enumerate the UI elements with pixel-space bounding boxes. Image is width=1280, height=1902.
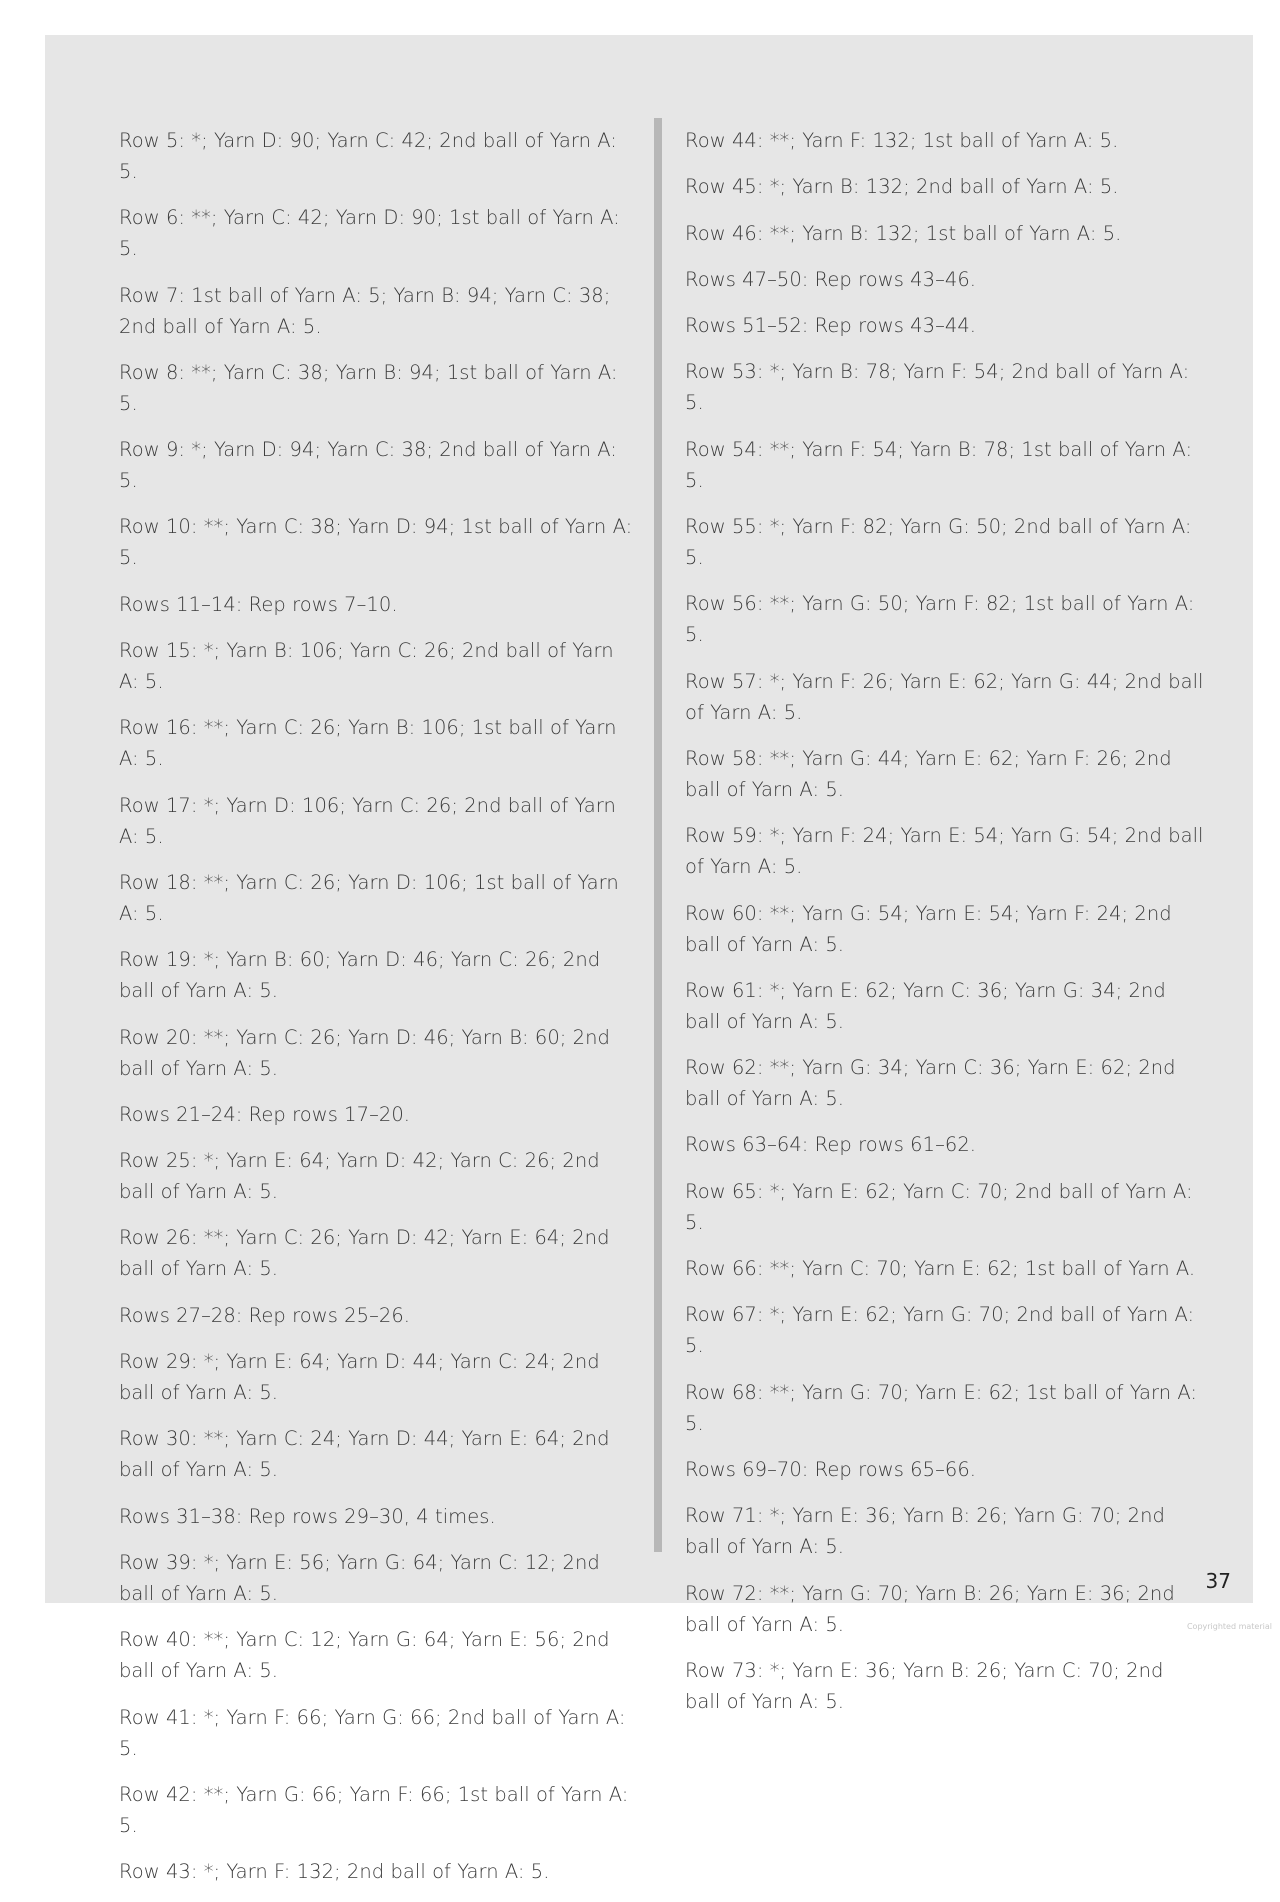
pattern-row: Row 44: **; Yarn F: 132; 1st ball of Yarn A: 5. [685,129,1119,152]
pattern-row: Row 55: *; Yarn F: 82; Yarn G: 50; 2nd ball of Yarn A: 5. [685,515,1192,570]
pattern-row: Rows 31–38: Rep rows 29–30, 4 times. [119,1504,496,1528]
pattern-row: Row 16: **; Yarn C: 26; Yarn B: 106; 1st ball of Yarn A: 5. [119,716,617,771]
pattern-row: Row 30: **; Yarn C: 24; Yarn D: 44; Yarn E: 64; 2nd ball of Yarn A: 5. [119,1427,610,1482]
pattern-row: Row 17: *; Yarn D: 106; Yarn C: 26; 2nd ball of Yarn A: 5. [119,793,616,848]
pattern-row: Row 56: **; Yarn G: 50; Yarn F: 82; 1st ball of Yarn A: 5. [685,592,1195,647]
page-number: 37 [1205,1569,1231,1593]
pattern-row: Rows 27–28: Rep rows 25–26. [119,1303,411,1327]
pattern-row: Row 46: **; Yarn B: 132; 1st ball of Yarn A: 5. [685,221,1122,245]
pattern-row: Row 15: *; Yarn B: 106; Yarn C: 26; 2nd ball of Yarn A: 5. [119,639,614,694]
pattern-row: Rows 11–14: Rep rows 7–10. [119,592,398,616]
pattern-row: Row 25: *; Yarn E: 64; Yarn D: 42; Yarn C: 26; 2nd ball of Yarn A: 5. [119,1149,600,1204]
pattern-row: Row 43: *; Yarn F: 132; 2nd ball of Yarn A: 5. [119,1860,550,1884]
pattern-row: Row 18: **; Yarn C: 26; Yarn D: 106; 1st ball of Yarn A: 5. [119,870,619,925]
pattern-row: Row 61: *; Yarn E: 62; Yarn C: 36; Yarn G: 34; 2nd ball of Yarn A: 5. [685,978,1166,1033]
pattern-row: Row 67: *; Yarn E: 62; Yarn G: 70; 2nd ball of Yarn A: 5. [685,1303,1195,1358]
pattern-row: Row 8: **; Yarn C: 38; Yarn B: 94; 1st ball of Yarn A: 5. [119,360,618,415]
pattern-row: Row 62: **; Yarn G: 34; Yarn C: 36; Yarn E: 62; 2nd ball of Yarn A: 5. [685,1056,1176,1111]
pattern-row: Row 54: **; Yarn F: 54; Yarn B: 78; 1st ball of Yarn A: 5. [685,437,1193,492]
pattern-row: Rows 21–24: Rep rows 17–20. [119,1102,411,1126]
pattern-row: Row 10: **; Yarn C: 38; Yarn D: 94; 1st ball of Yarn A: 5. [119,515,633,570]
pattern-row: Row 58: **; Yarn G: 44; Yarn E: 62; Yarn F: 26; 2nd ball of Yarn A: 5. [685,746,1172,801]
pattern-row: Row 65: *; Yarn E: 62; Yarn C: 70; 2nd ball of Yarn A: 5. [685,1179,1193,1234]
pattern-row: Row 57: *; Yarn F: 26; Yarn E: 62; Yarn G: 44; 2nd ball of Yarn A: 5. [685,669,1204,724]
copyright-note: Copyrighted material [1186,1622,1272,1631]
column-divider [654,118,662,1552]
pattern-row: Row 20: **; Yarn C: 26; Yarn D: 46; Yarn B: 60; 2nd ball of Yarn A: 5. [119,1025,610,1080]
pattern-row: Row 73: *; Yarn E: 36; Yarn B: 26; Yarn C: 70; 2nd ball of Yarn A: 5. [685,1658,1164,1713]
pattern-row: Row 71: *; Yarn E: 36; Yarn B: 26; Yarn G: 70; 2nd ball of Yarn A: 5. [685,1504,1165,1559]
pattern-row: Row 68: **; Yarn G: 70; Yarn E: 62; 1st ball of Yarn A: 5. [685,1380,1198,1435]
pattern-row: Row 60: **; Yarn G: 54; Yarn E: 54; Yarn F: 24; 2nd ball of Yarn A: 5. [685,901,1172,956]
right-column [685,125,1205,1732]
pattern-row: Rows 47–50: Rep rows 43–46. [685,267,977,291]
pattern-row: Row 7: 1st ball of Yarn A: 5; Yarn B: 94; Yarn C: 38; 2nd ball of Yarn A: 5. [119,283,611,338]
pattern-row: Row 19: *; Yarn B: 60; Yarn D: 46; Yarn C: 26; 2nd ball of Yarn A: 5. [119,948,601,1003]
pattern-row: Row 26: **; Yarn C: 26; Yarn D: 42; Yarn E: 64; 2nd ball of Yarn A: 5. [119,1226,610,1281]
pattern-row: Rows 51–52: Rep rows 43–44. [685,314,977,338]
pattern-row: Row 42: **; Yarn G: 66; Yarn F: 66; 1st ball of Yarn A: 5. [119,1782,629,1837]
pattern-row: Row 59: *; Yarn F: 24; Yarn E: 54; Yarn G: 54; 2nd ball of Yarn A: 5. [685,824,1204,879]
pattern-row: Row 72: **; Yarn G: 70; Yarn B: 26; Yarn E: 36; 2nd ball of Yarn A: 5. [685,1581,1175,1636]
pattern-row: Row 40: **; Yarn C: 12; Yarn G: 64; Yarn E: 56; 2nd ball of Yarn A: 5. [119,1628,610,1683]
pattern-row: Rows 63–64: Rep rows 61–62. [685,1133,977,1157]
pattern-row: Row 6: **; Yarn C: 42; Yarn D: 90; 1st ball of Yarn A: 5. [119,206,620,261]
pattern-row: Row 29: *; Yarn E: 64; Yarn D: 44; Yarn C: 24; 2nd ball of Yarn A: 5. [119,1350,600,1405]
pattern-row: Row 53: *; Yarn B: 78; Yarn F: 54; 2nd ball of Yarn A: 5. [685,360,1190,415]
pattern-row: Row 41: *; Yarn F: 66; Yarn G: 66; 2nd ball of Yarn A: 5. [119,1705,626,1760]
pattern-row: Row 5: *; Yarn D: 90; Yarn C: 42; 2nd ball of Yarn A: 5. [119,129,617,183]
pattern-row: Rows 69–70: Rep rows 65–66. [685,1457,977,1481]
pattern-row: Row 9: *; Yarn D: 94; Yarn C: 38; 2nd ball of Yarn A: 5. [119,438,617,493]
left-column [119,125,639,1902]
pattern-row: Row 45: *; Yarn B: 132; 2nd ball of Yarn A: 5. [685,175,1119,199]
pattern-row: Row 66: **; Yarn C: 70; Yarn E: 62; 1st ball of Yarn A. [685,1257,1196,1281]
pattern-row: Row 39: *; Yarn E: 56; Yarn G: 64; Yarn C: 12; 2nd ball of Yarn A: 5. [119,1550,600,1605]
